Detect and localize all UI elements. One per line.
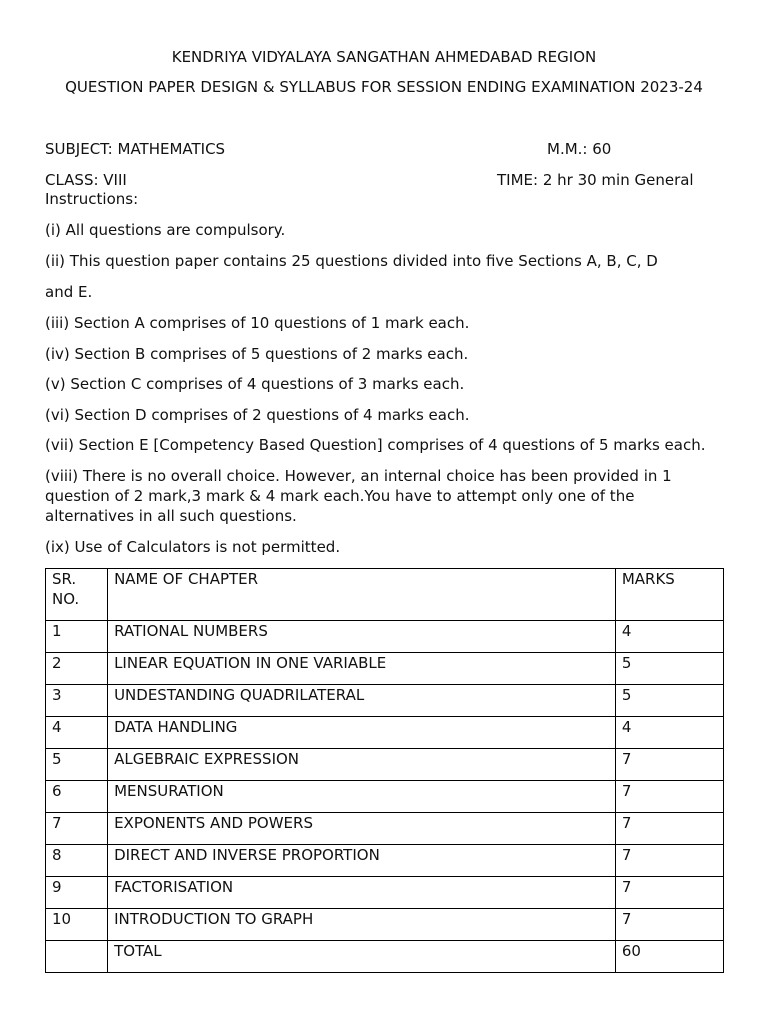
instruction-i: (i) All questions are compulsory. xyxy=(45,221,286,239)
instruction-ii-cont: and E. xyxy=(45,283,93,301)
time-label: TIME: 2 hr 30 min General xyxy=(497,171,694,189)
cell-sr: 9 xyxy=(46,877,108,909)
table-row xyxy=(46,685,724,717)
cell-sr: 3 xyxy=(46,685,108,717)
paper-title: QUESTION PAPER DESIGN & SYLLABUS FOR SESSION ENDING EXAMINATION 2023-24 xyxy=(65,78,703,96)
cell-chapter: DIRECT AND INVERSE PROPORTION xyxy=(108,845,616,877)
instruction-vi: (vi) Section D comprises of 2 questions of 4 marks each. xyxy=(45,406,470,424)
table-header-row xyxy=(46,569,724,621)
cell-marks: 7 xyxy=(615,909,723,941)
cell-chapter: FACTORISATION xyxy=(108,877,616,909)
cell-sr: 10 xyxy=(46,909,108,941)
cell-sr: 5 xyxy=(46,749,108,781)
cell-sr: 2 xyxy=(46,653,108,685)
cell-marks: 7 xyxy=(615,781,723,813)
cell-chapter: UNDESTANDING QUADRILATERAL xyxy=(108,685,616,717)
cell-marks: 7 xyxy=(615,845,723,877)
table-row xyxy=(46,717,724,749)
cell-chapter: INTRODUCTION TO GRAPH xyxy=(108,909,616,941)
instructions-heading: Instructions: xyxy=(45,190,139,208)
total-marks: 60 xyxy=(615,941,723,973)
instruction-ix: (ix) Use of Calculators is not permitted. xyxy=(45,538,341,556)
cell-marks: 4 xyxy=(615,717,723,749)
subject-label: SUBJECT: MATHEMATICS xyxy=(45,140,226,158)
cell-chapter: DATA HANDLING xyxy=(108,717,616,749)
instruction-viii: (viii) There is no overall choice. However, an internal choice has been provided in 1 question of 2 mark,3 mark & 4 mark each.You have to attempt only one of the alternatives in all such questions. xyxy=(45,467,672,525)
cell-sr: 6 xyxy=(46,781,108,813)
total-sr xyxy=(46,941,108,973)
cell-chapter: RATIONAL NUMBERS xyxy=(108,621,616,653)
cell-chapter: MENSURATION xyxy=(108,781,616,813)
table-row xyxy=(46,653,724,685)
header-marks: MARKS xyxy=(615,569,723,621)
table-row xyxy=(46,621,724,653)
cell-sr: 8 xyxy=(46,845,108,877)
cell-sr: 4 xyxy=(46,717,108,749)
table-row xyxy=(46,749,724,781)
table-row xyxy=(46,813,724,845)
total-label: TOTAL xyxy=(108,941,616,973)
cell-chapter: LINEAR EQUATION IN ONE VARIABLE xyxy=(108,653,616,685)
cell-marks: 7 xyxy=(615,749,723,781)
cell-chapter: EXPONENTS AND POWERS xyxy=(108,813,616,845)
max-marks-label: M.M.: 60 xyxy=(547,140,612,158)
table-row xyxy=(46,877,724,909)
org-title: KENDRIYA VIDYALAYA SANGATHAN AHMEDABAD REGION xyxy=(171,48,597,66)
table-row xyxy=(46,845,724,877)
cell-marks: 5 xyxy=(615,653,723,685)
syllabus-table xyxy=(45,568,724,973)
header-sr-no: SR. NO. xyxy=(46,569,108,621)
cell-sr: 1 xyxy=(46,621,108,653)
cell-marks: 5 xyxy=(615,685,723,717)
header-chapter: NAME OF CHAPTER xyxy=(108,569,616,621)
cell-chapter: ALGEBRAIC EXPRESSION xyxy=(108,749,616,781)
table-row xyxy=(46,781,724,813)
cell-marks: 7 xyxy=(615,813,723,845)
instruction-v: (v) Section C comprises of 4 questions of 3 marks each. xyxy=(45,375,465,393)
instruction-iii: (iii) Section A comprises of 10 questions of 1 mark each. xyxy=(45,314,470,332)
instruction-iv: (iv) Section B comprises of 5 questions of 2 marks each. xyxy=(45,345,469,363)
cell-sr: 7 xyxy=(46,813,108,845)
cell-marks: 4 xyxy=(615,621,723,653)
table-row xyxy=(46,909,724,941)
table-total-row xyxy=(46,941,724,973)
instruction-ii: (ii) This question paper contains 25 questions divided into five Sections A, B, C, D xyxy=(45,252,658,270)
cell-marks: 7 xyxy=(615,877,723,909)
instruction-vii: (vii) Section E [Competency Based Question] comprises of 4 questions of 5 marks each. xyxy=(45,436,706,454)
class-label: CLASS: VIII xyxy=(45,171,127,189)
